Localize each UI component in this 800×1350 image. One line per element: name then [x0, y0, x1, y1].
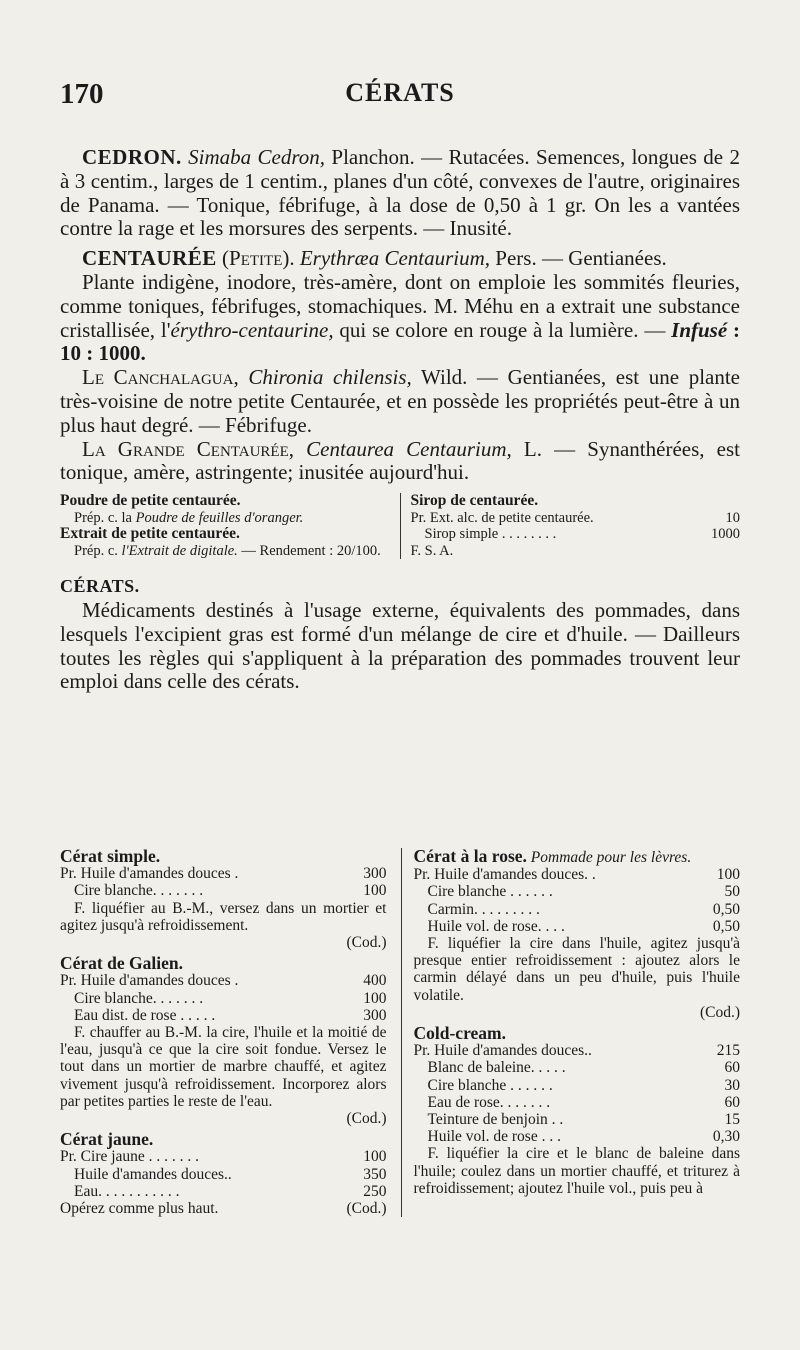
preparation-title: Extrait de petite centaurée. — [60, 525, 240, 543]
page-header — [60, 78, 740, 112]
ingredient-row: Blanc de baleine. . . . . 60 — [427, 1059, 740, 1077]
ingredient-row: Eau de rose. . . . . . . 60 — [427, 1093, 740, 1111]
page — [60, 0, 740, 1350]
ingredient-row: Pr. Cire jaune . . . . . . . 100 — [60, 1148, 387, 1166]
recipe-title: Cérat simple. — [60, 846, 161, 866]
ingredient-row: Huile vol. de rose . . . 0,30 — [427, 1128, 740, 1146]
ingredient-row: Cire blanche. . . . . . . 100 — [74, 989, 387, 1007]
running-title: CÉRATS — [345, 78, 455, 107]
canchalagua-paragraph: Le Canchalagua, Chironia chilensis, Wild. — Gentianées, est une plante très-voisine de notre petite Centaurée, et en possède les propriétés peut-être à un plus haut degré. — Fébrifuge. — [60, 365, 741, 437]
preparations-right: Sirop de centaurée. Pr. Ext. alc. de petite centaurée. 10 Sirop simple . . . . . . . . 1000 F. S. A. — [410, 492, 740, 559]
ingredient-row: Cire blanche . . . . . . 50 — [427, 883, 740, 901]
centauree-description: Plante indigène, inodore, très-amère, dont on emploie les sommités fleuries, comme toniques, fébrifuges, stomachiques. M. Méhu en a extrait une substance cristallisée, l'érythro-centaurine, qui se colore en rouge à la lumière. — Infusé : 10 : 1000. — [60, 269, 741, 366]
preparation-title: Sirop de centaurée. — [410, 492, 539, 510]
ingredient-row: Cire blanche. . . . . . . 100 — [74, 882, 387, 900]
cerats-intro: Médicaments destinés à l'usage externe, équivalents des pommades, dans lesquels l'excipient gras est formé d'un mélange de cire et d'huile. — Dailleurs toutes les règles qui s'appliquent à la préparation des pommades trouvent leur emploi dans celle des cérats. — [60, 597, 740, 694]
recipes-right-column: Cérat à la rose. Pommade pour les lèvres. Pr. Huile d'amandes douces. . 100 Cire blanche . . . . . . 50 Carmin. . . . . . . . . 0,50 Huile vol. de rose. . . . 0,50 F. liquéfier la cire dans l'huile, agitez jusqu'à presque entier refroidissement : ajoutez alors le carmin délayé dans un peu d'huile, puis l'huile volatile. (Cod.) Cold-cream. Pr. Huile d'amandes douces.. 215 Blanc de baleine. . . . . 60 Cire blanche . . . . . . 30 Eau de rose. . . . . . . 60 Teinture de benjoin . . 15 Huile vol. de rose . . . 0,30 F. liquéfier la cire et le blanc de baleine dans l'huile; coulez dans un mortier chauffé, et triturez à refroidissement; ajoutez l'huile vol., puis peu à — [413, 846, 740, 1197]
entry-title-centauree: CENTAURÉE — [82, 246, 217, 271]
entry-title-cedron: CEDRON. — [82, 145, 182, 169]
page-number: 170 — [60, 78, 104, 110]
ingredient-row: Pr. Huile d'amandes douces . 400 — [60, 972, 387, 990]
grande-centauree-paragraph: La Grande Centaurée, Centaurea Centaurium, L. — Synanthérées, est tonique, amère, astringente; inusitée aujourd'hui. — [60, 436, 740, 485]
ingredient-row: Cire blanche . . . . . . 30 — [427, 1076, 740, 1094]
centauree-preparations — [60, 493, 740, 559]
preparation-title: Poudre de petite centaurée. — [60, 492, 241, 510]
ingredient-row: Pr. Huile d'amandes douces . 300 — [60, 865, 387, 883]
ingredient-row: Sirop simple . . . . . . . . 1000 — [424, 526, 740, 543]
ingredient-row: Pr. Huile d'amandes douces.. 215 — [413, 1042, 740, 1060]
entry-centauree: CENTAURÉE (Petite). Erythræa Centaurium, Pers. — Gentianées. — [82, 246, 667, 271]
ingredient-row: Pr. Huile d'amandes douces. . 100 — [413, 866, 740, 884]
entry-cedron: CEDRON. Simaba Cedron, Planchon. — Rutacées. Semences, longues de 2 à 3 centim., larges de 1 centim., planes d'un côté, convexes de l'autre, originaires de Panama. — Tonique, fébrifuge, à la dose de 0,50 à 1 gr. On les a vantées contre la rage et les morsures des serpents. — Inusité. — [60, 145, 740, 241]
ingredient-row: Huile d'amandes douces.. 350 — [74, 1165, 387, 1183]
ingredient-row: Eau. . . . . . . . . . . 250 — [74, 1182, 387, 1200]
recipe-title: Cérat de Galien. — [60, 953, 183, 974]
ingredient-row: Huile vol. de rose. . . . 0,50 — [427, 917, 740, 935]
recipe-title: Cérat à la rose. — [413, 846, 527, 866]
ingredient-row: Teinture de benjoin . . 15 — [427, 1111, 740, 1129]
section-title-cerats: CÉRATS. — [60, 576, 140, 597]
ingredient-row: Carmin. . . . . . . . . 0,50 — [427, 900, 740, 918]
cerats-recipes — [60, 848, 740, 1217]
ingredient-row: Pr. Ext. alc. de petite centaurée. 10 — [410, 509, 740, 526]
preparations-left: Poudre de petite centaurée. Prép. c. la Poudre de feuilles d'oranger. Extrait de petite centaurée. Prép. c. l'Extrait de digitale. — Rendement : 20/100. — [60, 493, 401, 559]
recipe-title: Cérat jaune. — [60, 1129, 154, 1150]
main-text — [60, 146, 740, 694]
recipes-left-column: Cérat simple. Pr. Huile d'amandes douces . 300 Cire blanche. . . . . . . 100 F. liquéfier au B.-M., versez dans un mortier et agitez jusqu'à refroidissement. (Cod.) Cérat de Galien. Pr. Huile d'amandes douces . 400 Cire blanche. . . . . . . 100 Eau dist. de rose . . . . . 300 F. chauffer au B.-M. la cire, l'huile et la moitié de l'eau, jusqu'à ce que la cire soit fondue. Versez le tout dans un mortier de marbre chauffé, et agitez vivement jusqu'à refroidissement. Incorporez alors par petites parties le reste de l'eau. (Cod.) Cérat jaune. Pr. Cire jaune . . . . . . . 100 Huile d'amandes douces.. 350 Eau. . . . . . . . . . . 250 Opérez comme plus haut. (Cod.) — [60, 848, 402, 1217]
recipe-title: Cold-cream. — [413, 1023, 506, 1044]
ingredient-row: Eau dist. de rose . . . . . 300 — [74, 1006, 387, 1024]
